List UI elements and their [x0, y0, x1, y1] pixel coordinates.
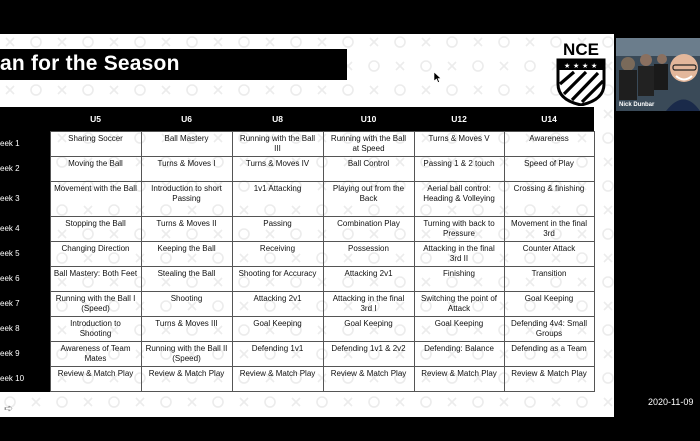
- svg-text:★: ★: [582, 62, 589, 70]
- table-row: [0, 317, 594, 342]
- week-label: eek 7: [0, 292, 50, 317]
- column-header: U8: [232, 107, 323, 132]
- table-cell: Passing: [232, 217, 323, 242]
- week-label: eek 5: [0, 242, 50, 267]
- logo-text: NCE: [563, 40, 599, 59]
- table-cell: Goal Keeping: [232, 317, 323, 342]
- table-cell: Introduction to Shooting: [50, 317, 141, 342]
- table-cell: Attacking in the final 3rd I: [323, 292, 414, 317]
- table-cell: 1v1 Attacking: [232, 182, 323, 217]
- table-cell: Keeping the Ball: [141, 242, 232, 267]
- table-cell: Review & Match Play: [323, 367, 414, 392]
- table-cell: Introduction to short Passing: [141, 182, 232, 217]
- slide-title: an for the Season: [0, 52, 180, 75]
- table-cell: Changing Direction: [50, 242, 141, 267]
- table-cell: Movement in the final 3rd: [504, 217, 594, 242]
- table-cell: Attacking 2v1: [323, 267, 414, 292]
- cursor-icon: [434, 72, 442, 83]
- table-row: [0, 217, 594, 242]
- week-label: eek 3: [0, 182, 50, 217]
- table-cell: Ball Mastery: Both Feet: [50, 267, 141, 292]
- week-label: eek 6: [0, 267, 50, 292]
- table-cell: Stopping the Ball: [50, 217, 141, 242]
- table-cell: Playing out from the Back: [323, 182, 414, 217]
- column-header: U6: [141, 107, 232, 132]
- table-cell: Goal Keeping: [504, 292, 594, 317]
- participant-name: Nick Dunbar: [619, 102, 655, 108]
- table-row: [0, 267, 594, 292]
- table-cell: Attacking in the final 3rd II: [414, 242, 504, 267]
- table-row: [0, 182, 594, 217]
- arrow-right-icon[interactable]: ➪: [4, 403, 14, 415]
- table-cell: Running with the Ball II (Speed): [141, 342, 232, 367]
- table-cell: Stealing the Ball: [141, 267, 232, 292]
- table-cell: Shooting for Accuracy: [232, 267, 323, 292]
- table-cell: Attacking 2v1: [232, 292, 323, 317]
- nce-logo: [554, 40, 608, 106]
- table-cell: Movement with the Ball: [50, 182, 141, 217]
- video-thumbnail[interactable]: [616, 38, 700, 111]
- column-header: U12: [414, 107, 504, 132]
- svg-text:★: ★: [573, 62, 580, 70]
- week-label: eek 2: [0, 157, 50, 182]
- svg-text:★: ★: [591, 62, 598, 70]
- table-cell: Ball Mastery: [141, 132, 232, 157]
- week-label: eek 1: [0, 132, 50, 157]
- timestamp: 2020-11-09: [648, 397, 694, 407]
- week-label: eek 10: [0, 367, 50, 392]
- table-cell: Defending 4v4: Small Groups: [504, 317, 594, 342]
- table-cell: Finishing: [414, 267, 504, 292]
- table-row: [0, 367, 594, 392]
- table-cell: Turns & Moves V: [414, 132, 504, 157]
- table-cell: Turns & Moves III: [141, 317, 232, 342]
- table-cell: Switching the point of Attack: [414, 292, 504, 317]
- participant-video: [616, 38, 700, 111]
- table-cell: Turns & Moves IV: [232, 157, 323, 182]
- table-cell: Defending 1v1: [232, 342, 323, 367]
- column-header: U10: [323, 107, 414, 132]
- table-cell: Running with the Ball I (Speed): [50, 292, 141, 317]
- table-cell: Turns & Moves I: [141, 157, 232, 182]
- table-cell: Review & Match Play: [50, 367, 141, 392]
- table-cell: Speed of Play: [504, 157, 594, 182]
- table-cell: Passing 1 & 2 touch: [414, 157, 504, 182]
- table-cell: Ball Control: [323, 157, 414, 182]
- table-row: [0, 292, 594, 317]
- table-row: [0, 132, 594, 157]
- table-row: [0, 342, 594, 367]
- table-cell: Sharing Soccer: [50, 132, 141, 157]
- table-cell: Review & Match Play: [414, 367, 504, 392]
- svg-text:★: ★: [564, 62, 571, 70]
- table-cell: Combination Play: [323, 217, 414, 242]
- table-cell: Review & Match Play: [232, 367, 323, 392]
- week-label: eek 9: [0, 342, 50, 367]
- table-cell: Counter Attack: [504, 242, 594, 267]
- column-header: U14: [504, 107, 594, 132]
- table-cell: Goal Keeping: [323, 317, 414, 342]
- presentation-slide: [0, 34, 614, 417]
- title-bar: [0, 49, 347, 80]
- table-cell: Review & Match Play: [504, 367, 594, 392]
- table-cell: Defending as a Team: [504, 342, 594, 367]
- table-cell: Turning with back to Pressure: [414, 217, 504, 242]
- table-cell: Awareness: [504, 132, 594, 157]
- column-header: [0, 107, 50, 132]
- table-cell: Aerial ball control: Heading & Volleying: [414, 182, 504, 217]
- table-cell: Defending: Balance: [414, 342, 504, 367]
- table-cell: Defending 1v1 & 2v2: [323, 342, 414, 367]
- table-cell: Running with the Ball at Speed: [323, 132, 414, 157]
- table-header-row: [0, 107, 594, 132]
- week-label: eek 8: [0, 317, 50, 342]
- table-row: [0, 157, 594, 182]
- table-cell: Possession: [323, 242, 414, 267]
- table-cell: Crossing & finishing: [504, 182, 594, 217]
- table-cell: Review & Match Play: [141, 367, 232, 392]
- table-cell: Turns & Moves II: [141, 217, 232, 242]
- table-cell: Awareness of Team Mates: [50, 342, 141, 367]
- table-cell: Running with the Ball III: [232, 132, 323, 157]
- column-header: U5: [50, 107, 141, 132]
- table-cell: Transition: [504, 267, 594, 292]
- week-label: eek 4: [0, 217, 50, 242]
- table-cell: Goal Keeping: [414, 317, 504, 342]
- table-cell: Moving the Ball: [50, 157, 141, 182]
- table-row: [0, 242, 594, 267]
- season-plan-table: [0, 107, 595, 392]
- table-cell: Shooting: [141, 292, 232, 317]
- table-cell: Receiving: [232, 242, 323, 267]
